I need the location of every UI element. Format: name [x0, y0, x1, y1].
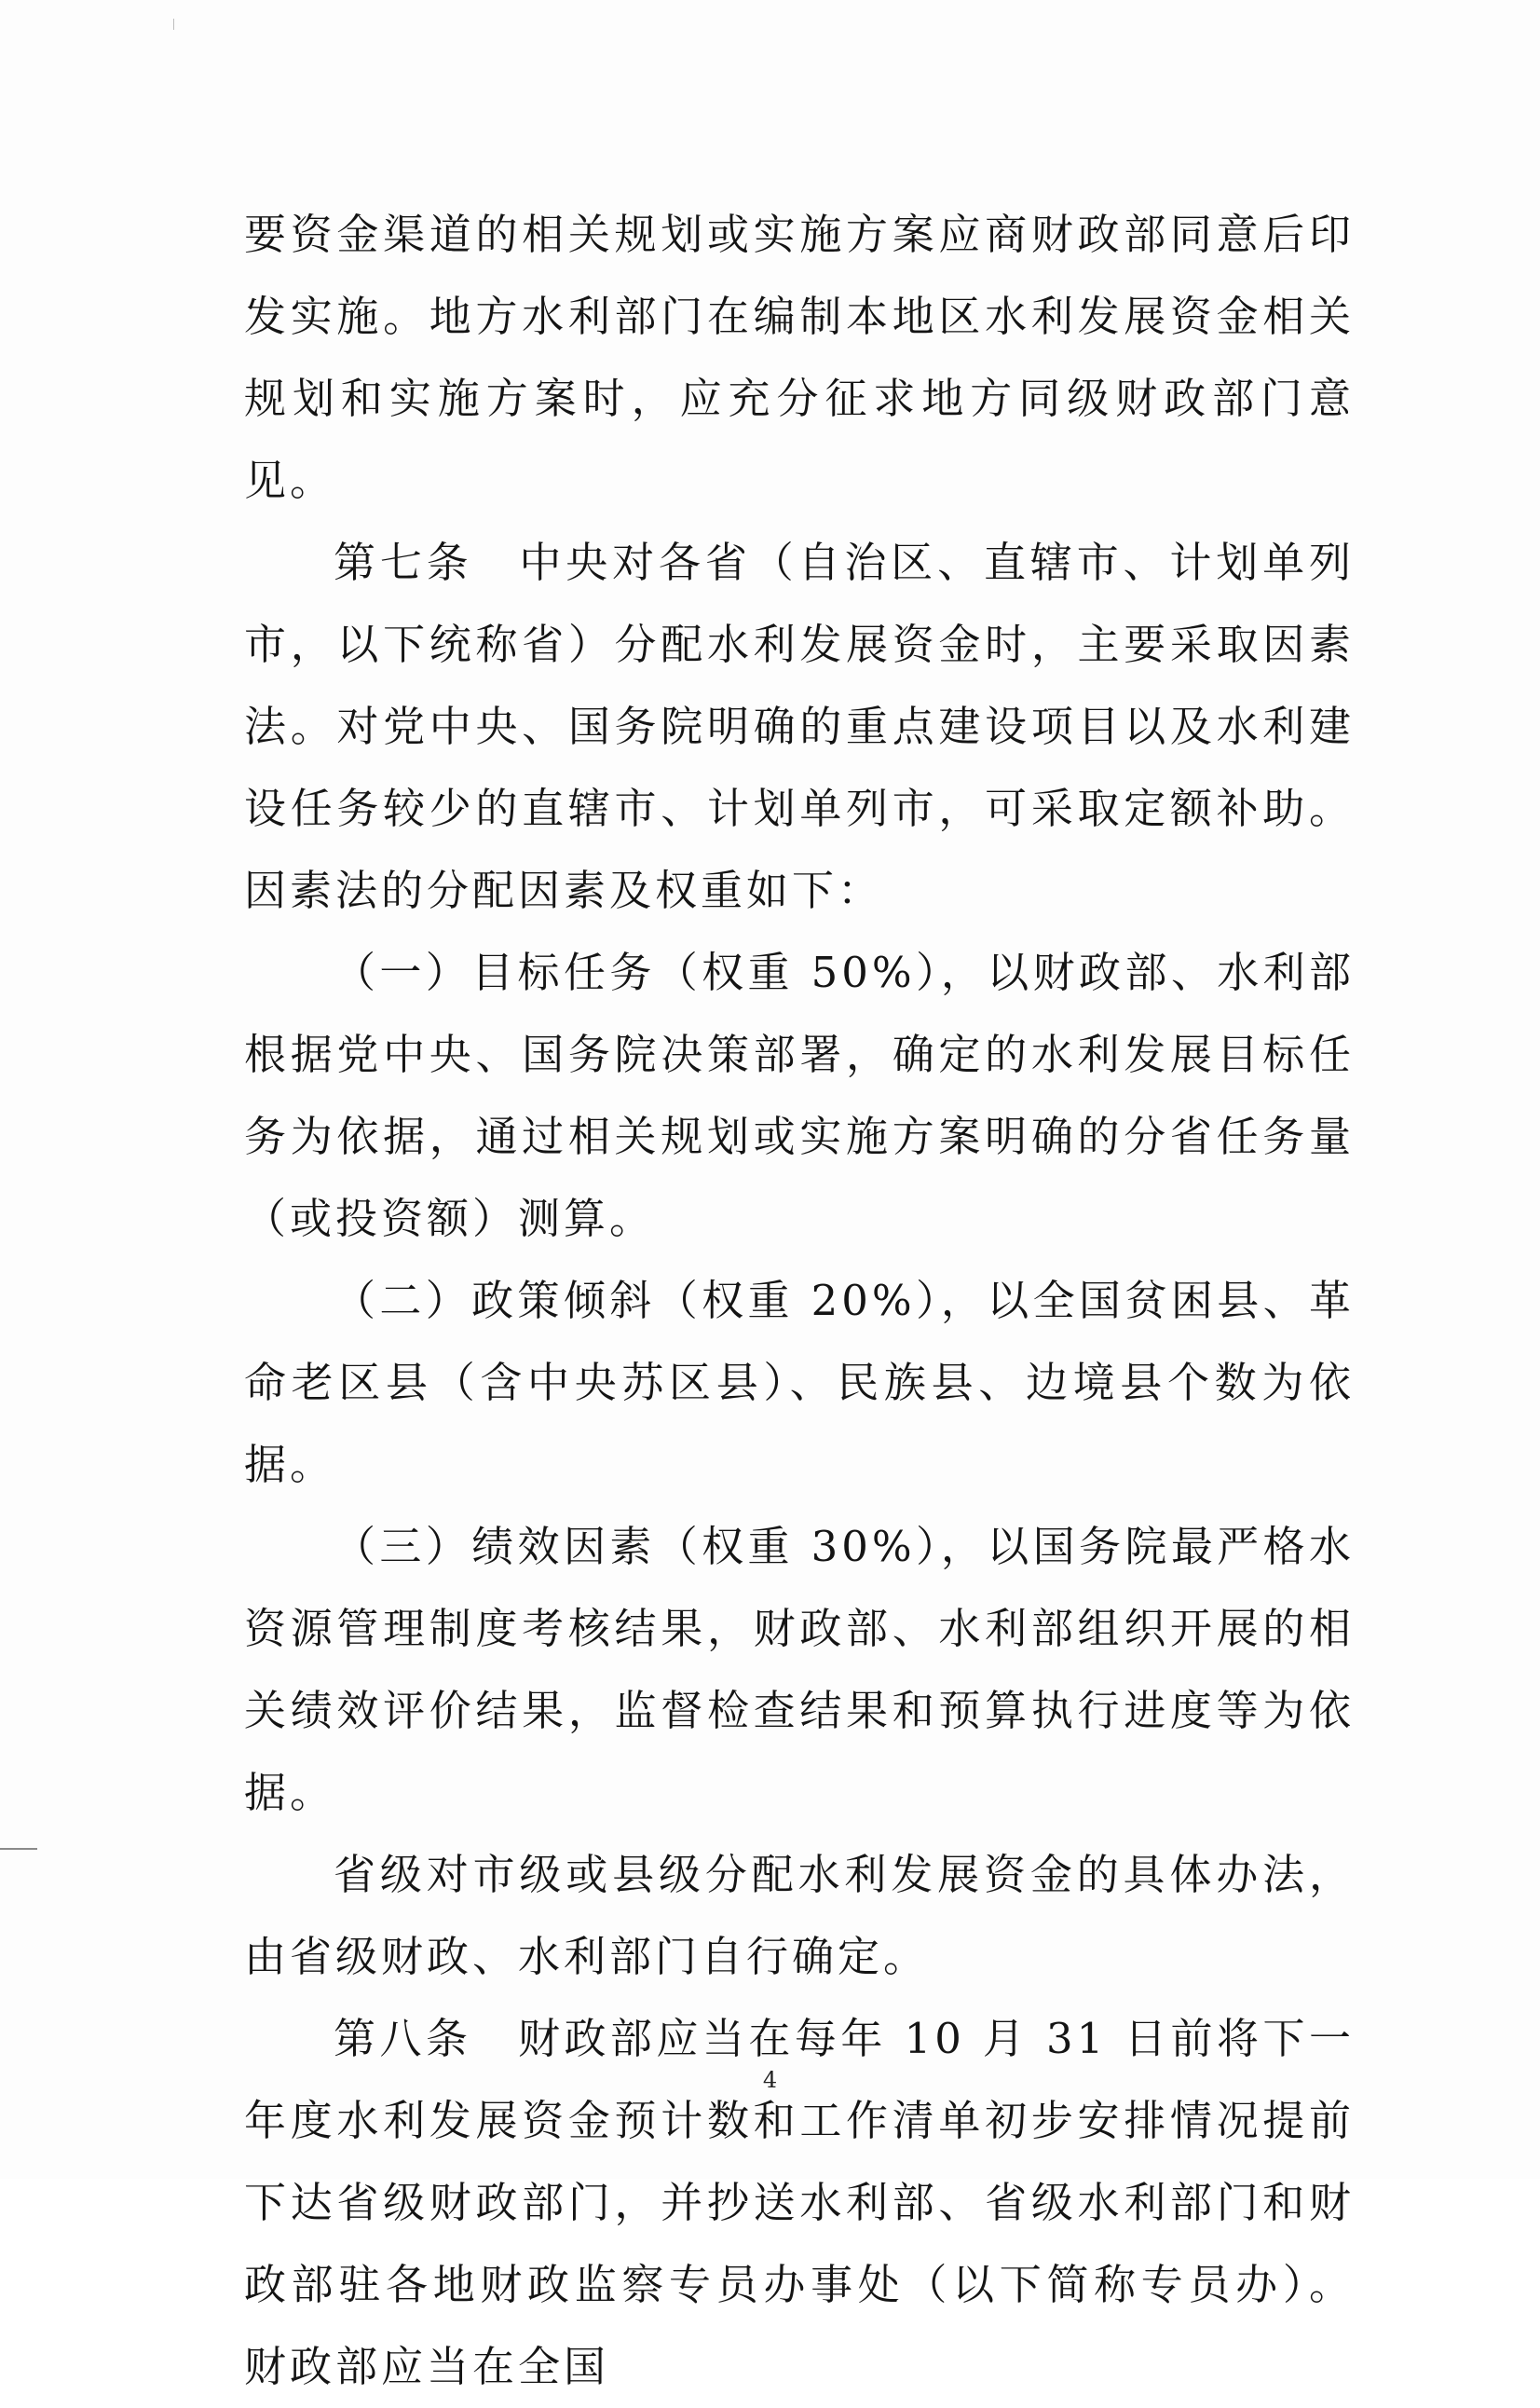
page-number: 4 — [762, 2067, 778, 2093]
paragraph-article-8: 第八条 财政部应当在每年 10 月 31 日前将下一年度水利发展资金预计数和工作清单初步安排情况提前下达省级财政部门，并抄送水利部、省级水利部门和财政部驻各地财政监察专员办事处（以下简称专员办）。财政部应当在全国 — [244, 2014, 1355, 2391]
paragraph-article-7: 第七条 中央对各省（自治区、直辖市、计划单列市，以下统称省）分配水利发展资金时，主要采取因素法。对党中央、国务院明确的重点建设项目以及水利建设任务较少的直辖市、计划单列市，可采取定额补助。因素法的分配因素及权重如下： — [244, 538, 1355, 915]
paragraph-provincial: 省级对市级或县级分配水利发展资金的具体办法，由省级财政、水利部门自行确定。 — [244, 1850, 1355, 1981]
paragraph-item-1: （一）目标任务（权重 50%），以财政部、水利部根据党中央、国务院决策部署，确定的水利发展目标任务为依据，通过相关规划或实施方案明确的分省任务量（或投资额）测算。 — [244, 948, 1355, 1243]
paragraph-item-2: （二）政策倾斜（权重 20%），以全国贫困县、革命老区县（含中央苏区县）、民族县、边境县个数为依据。 — [244, 1276, 1355, 1489]
scan-artifact — [173, 19, 174, 30]
paragraph: 要资金渠道的相关规划或实施方案应商财政部同意后印发实施。地方水利部门在编制本地区水利发展资金相关规划和实施方案时，应充分征求地方同级财政部门意见。 — [244, 210, 1355, 505]
paragraph-item-3: （三）绩效因素（权重 30%），以国务院最严格水资源管理制度考核结果，财政部、水利部组织开展的相关绩效评价结果，监督检查结果和预算执行进度等为依据。 — [244, 1522, 1355, 1817]
binding-mark — [0, 1848, 37, 1850]
